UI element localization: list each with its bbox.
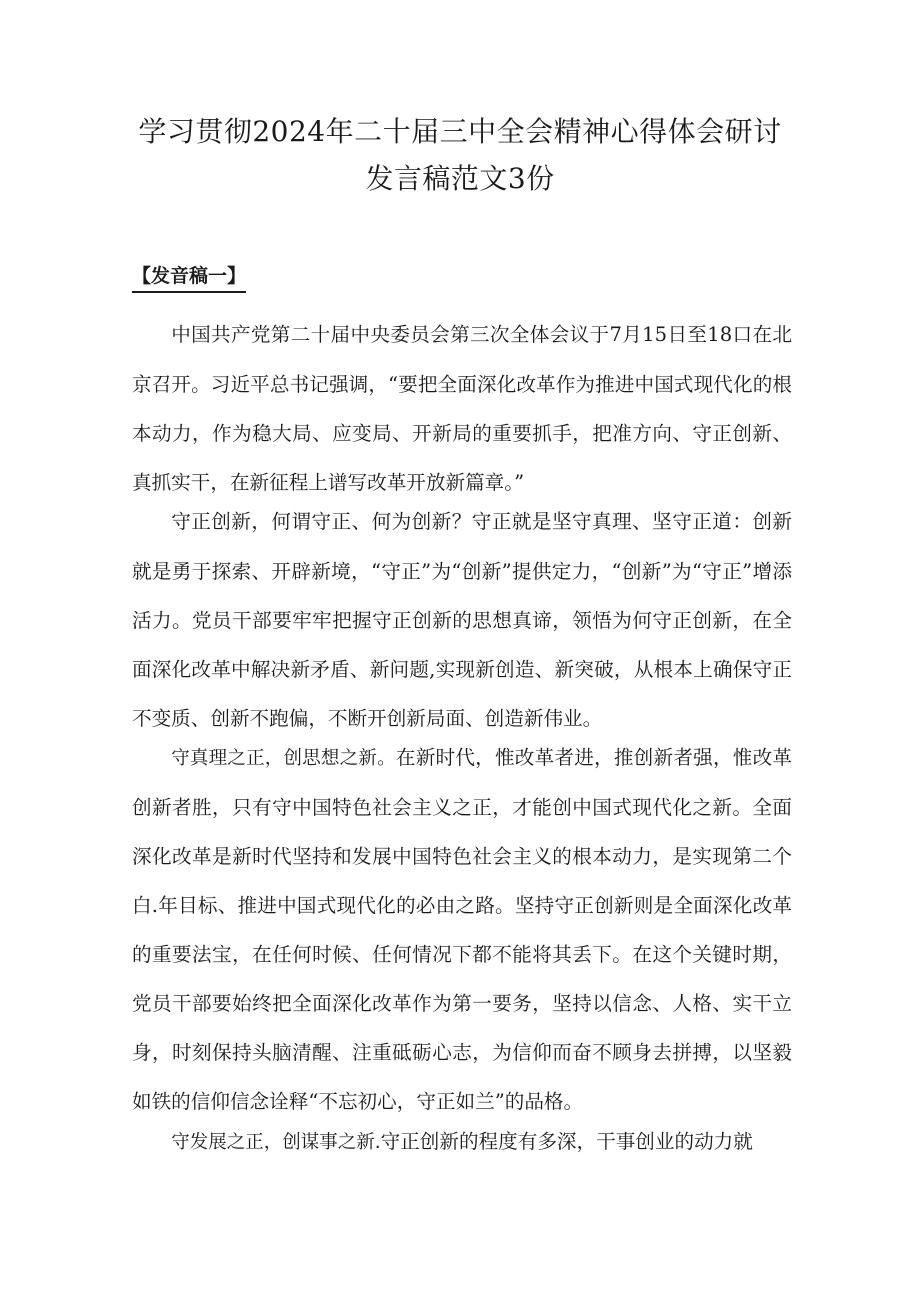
document-title-line-1: 学习贯彻2024年二十届三中全会精神心得体会研讨 [138, 115, 782, 148]
document-title-line-2: 发言稿范文3份 [365, 162, 555, 195]
body-paragraph-3 [132, 733, 792, 1126]
paragraph-text: 在新时代，惟改革者进，推创新者强，惟改革创新者胜，只有守中国特色社会主义之正，才能创中国式现代化之新。全面深化改革是新时代坚持和发展中国特色社会主义的根本动力，是实现第二个白.年目标、推进中国式现代化的必由之路。坚持守正创新则是全面深化改革的重要法宝，在任何时候、任何情况下都不能将其丢下。在这个关键时期，党员干部要始终把全面深化改革作为第一要务，坚持以信念、人格、实干立身，时刻保持头脑清醒、注重砥砺心志，为信仰而奋不顾身去拼搏，以坚毅如铁的信仰信念诠释“不忘初心，守正如兰”的品格。 [132, 746, 792, 1113]
paragraph-text: 守正创新，何谓守正、何为创新？守正就是坚守真理、坚守正道：创新就是勇于探索、开辟新境，“守正”为“创新”提供定力，“创新”为“守正”增添活力。党员干部要牢牢把握守正创新的思想真谛，领悟为何守正创新，在全面深化改革中解决新矛盾、新问题,实现新创造、新突破，从根本上确保守正不变质、创新不跑偏，不断开创新局面、创造新伟业。 [132, 510, 792, 730]
body-paragraph-2 [132, 497, 792, 743]
body-paragraph-1 [132, 310, 792, 507]
paragraph-lead: 守发展之正，创谋事之新. [171, 1132, 381, 1153]
paragraph-lead: 守真理之正，创思想之新。 [171, 748, 396, 769]
section-heading: 【发音稿一】 [132, 262, 246, 293]
paragraph-text: 中国共产党第二十届中央委员会第三次全体会议于7月15日至18口在北京召开。习近平总书记强调，“要把全面深化改革作为推进中国式现代化的根本动力，作为稳大局、应变局、开新局的重要抓手，把准方向、守正创新、真抓实干，在新征程上谱写改革开放新篇章。” [132, 323, 792, 494]
body-paragraph-4 [132, 1117, 792, 1167]
paragraph-text: 守正创新的程度有多深，干事创业的动力就 [380, 1130, 753, 1153]
